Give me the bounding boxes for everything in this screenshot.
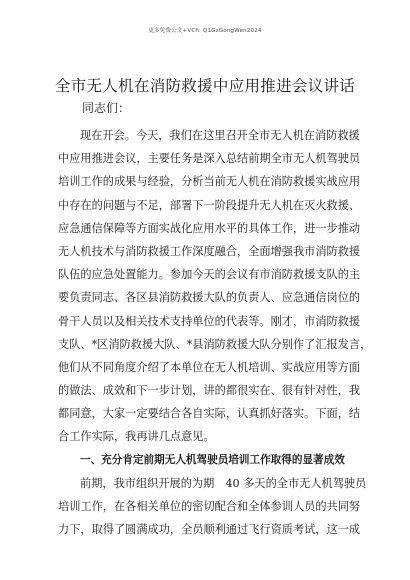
section-heading: 一、充分肯定前期无人机驾驶员培训工作取得的显著成效 bbox=[80, 453, 345, 466]
paragraph-line: 支队、*区消防救援大队、*县消防救援大队分别作了汇报发言， bbox=[58, 337, 372, 351]
paragraph-line: 应急通信保障等方面实战化应用水平的具体工作，进一步推动 bbox=[58, 221, 361, 235]
document-body bbox=[58, 124, 372, 541]
paragraph-line: 中存在的问题与不足，部署下一阶段提升无人机在灭火救援、 bbox=[58, 198, 361, 212]
paragraph-line: 中应用推进会议，主要任务是深入总结前期全市无人机驾驶员 bbox=[58, 152, 361, 166]
paragraph-line: 要负责同志、各区县消防救援大队的负责人、应急通信岗位的 bbox=[58, 291, 361, 305]
paragraph-line: 的做法、成效和下一步计划，讲的都很实在、很有针对性，我 bbox=[58, 384, 361, 398]
paragraph-line: 培训工作的成果与经验，分析当前无人机在消防救援实战应用 bbox=[58, 175, 361, 189]
paragraph-line: 合工作实际，我再讲几点意见。 bbox=[58, 430, 215, 444]
paragraph-line: 都同意，大家一定要结合各自实际，认真抓好落实。下面，结 bbox=[58, 407, 361, 421]
document-title: 全市无人机在消防救援中应用推进会议讲话 bbox=[54, 77, 356, 95]
paragraph-line: 前期，我市组织开展的为期 40 多天的全市无人机驾驶员 bbox=[80, 476, 367, 490]
paragraph-line: 力下，取得了圆满成功，全员顺利通过飞行资质考试，这一成 bbox=[58, 523, 361, 537]
paragraph-line: 培训工作，在各相关单位的密切配合和全体参训人员的共同努 bbox=[58, 500, 361, 513]
paragraph-line: 现在开会。今天，我们在这里召开全市无人机在消防救援 bbox=[80, 129, 360, 142]
paragraph-line: 骨干人员以及相关技术支持单位的代表等。刚才，市消防救援 bbox=[58, 314, 361, 328]
paragraph-line: 无人机技术与消防救援工作深度融合，全面增强我市消防救援 bbox=[58, 244, 361, 258]
paragraph-line: 队伍的应急处置能力。参加今天的会议有市消防救援支队的主 bbox=[58, 268, 361, 282]
paragraph-line: 他们从不同角度介绍了本单位在无人机培训、实战应用等方面 bbox=[58, 360, 361, 374]
header-watermark: 更多免费公文+VCh: Q1GzGongWen2024 bbox=[148, 28, 262, 34]
salutation: 同志们： bbox=[82, 101, 131, 115]
